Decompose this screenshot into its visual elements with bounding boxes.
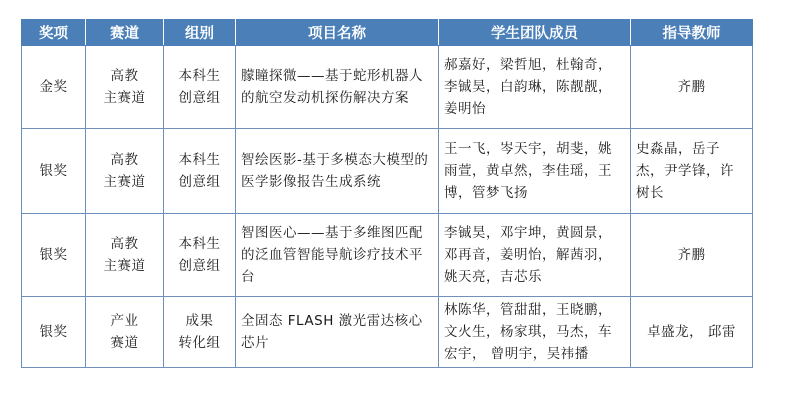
track-line2: 主赛道: [103, 90, 146, 106]
track-cell: [86, 46, 164, 129]
award-cell: 银奖: [22, 214, 86, 297]
track-line1: 高教: [110, 236, 139, 252]
project-cell: 朦瞳探微——基于蛇形机器人的航空发动机探伤解决方案: [236, 46, 439, 129]
group-line2: 创意组: [178, 258, 221, 274]
track-line2: 主赛道: [103, 258, 146, 274]
header-track: 赛道: [86, 20, 164, 46]
track-cell: [86, 297, 164, 368]
project-cell: 智绘医影-基于多模态大模型的医学影像报告生成系统: [236, 129, 439, 214]
group-line2: 创意组: [178, 90, 221, 106]
header-award: 奖项: [22, 20, 86, 46]
header-group: 组别: [164, 20, 236, 46]
track-line1: 高教: [110, 68, 139, 84]
advisor-cell: 齐鹏: [631, 214, 753, 297]
table-row: [22, 129, 753, 214]
group-cell: [164, 214, 236, 297]
header-row: [22, 20, 753, 46]
awards-table: [21, 19, 753, 368]
advisor-cell: 卓盛龙， 邱雷: [631, 297, 753, 368]
award-cell: 银奖: [22, 129, 86, 214]
members-cell: 郝嘉好，梁哲旭，杜翰奇，李铖昊，白韵琳，陈靓靓，姜明怡: [439, 46, 631, 129]
group-cell: [164, 297, 236, 368]
award-cell: 银奖: [22, 297, 86, 368]
group-line1: 本科生: [178, 68, 221, 84]
project-cell: 全固态 FLASH 激光雷达核心芯片: [236, 297, 439, 368]
members-cell: 李铖昊，邓宇坤，黄圆景，邓再音，姜明怡，解茜羽，姚天亮，吉芯乐: [439, 214, 631, 297]
group-line1: 本科生: [178, 236, 221, 252]
track-cell: [86, 214, 164, 297]
group-line2: 创意组: [178, 174, 221, 190]
table-row: [22, 297, 753, 368]
track-line1: 高教: [110, 152, 139, 168]
track-cell: [86, 129, 164, 214]
group-line1: 成果: [185, 313, 214, 329]
track-line1: 产业: [110, 313, 139, 329]
track-line2: 赛道: [110, 335, 139, 351]
table-row: [22, 46, 753, 129]
members-cell: 王一飞，岑天宇，胡斐，姚雨萱，黄卓然，李佳瑶，王博，管梦飞扬: [439, 129, 631, 214]
group-line2: 转化组: [178, 335, 221, 351]
award-cell: 金奖: [22, 46, 86, 129]
table-row: [22, 214, 753, 297]
group-cell: [164, 46, 236, 129]
track-line2: 主赛道: [103, 174, 146, 190]
group-cell: [164, 129, 236, 214]
members-cell: 林陈华，管甜甜，王晓鹏，文火生，杨家琪，马杰，车宏宇， 曾明宇，吴祎播: [439, 297, 631, 368]
advisor-cell: 史淼晶，岳子杰，尹学锋，许树长: [631, 129, 753, 214]
header-members: 学生团队成员: [439, 20, 631, 46]
group-line1: 本科生: [178, 152, 221, 168]
advisor-cell: 齐鹏: [631, 46, 753, 129]
header-advisor: 指导教师: [631, 20, 753, 46]
header-project: 项目名称: [236, 20, 439, 46]
project-cell: 智图医心——基于多维图匹配的泛血管智能导航诊疗技术平台: [236, 214, 439, 297]
